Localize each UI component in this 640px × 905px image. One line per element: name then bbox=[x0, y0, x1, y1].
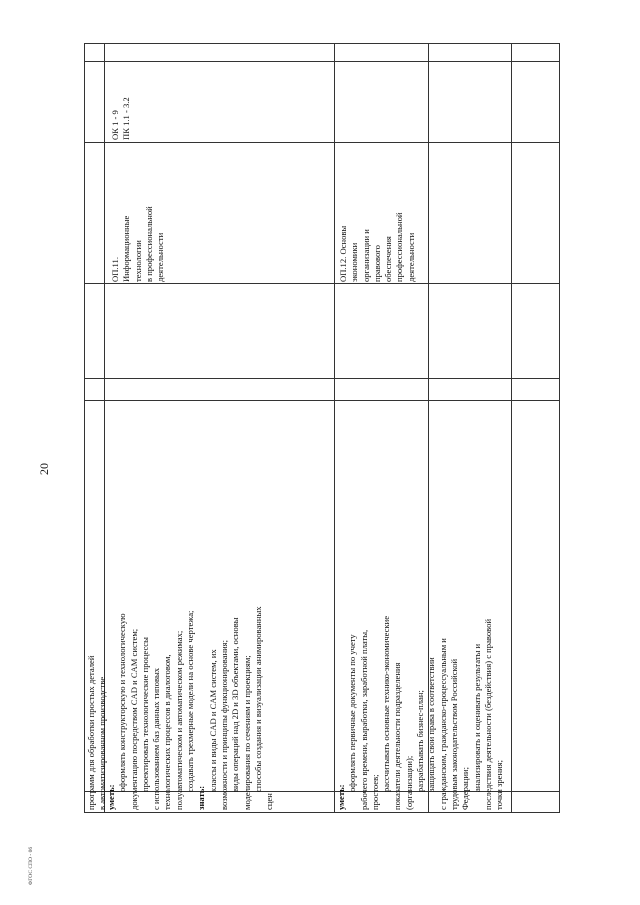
row1-competency: ОК 1 - 9 bbox=[110, 110, 120, 140]
row2-discipline-line: организации и bbox=[360, 229, 371, 282]
row1-skill: документацию посредством CAD и CAM систем; bbox=[128, 628, 139, 810]
row2-discipline-line: деятельности bbox=[405, 232, 416, 282]
row2-skill: рабочего времени, выработки, заработной платы, bbox=[358, 629, 369, 810]
row2-skill: рассчитывать основные технико-экономические bbox=[381, 615, 392, 792]
row1-discipline-line: ОП.11. bbox=[110, 257, 120, 282]
row1-skills-label: уметь: bbox=[106, 784, 116, 810]
row2-skills bbox=[336, 480, 558, 810]
row2-discipline-line: обеспечения bbox=[383, 236, 394, 282]
row2-skill: последствия деятельности (бездействия) с правовой bbox=[482, 618, 493, 810]
row2-skill: точки зрения; bbox=[494, 759, 505, 810]
row1-discipline-line: технологии bbox=[132, 240, 143, 282]
row1-competency: ПК 1.1 - 3.2 bbox=[121, 97, 132, 140]
footer-code-final: ФГОС СПО - 06 bbox=[28, 846, 34, 886]
row2-skill: показатели деятельности подразделения bbox=[392, 662, 403, 810]
row1-skill: полуавтоматическом и автоматическом режимах; bbox=[173, 630, 184, 810]
row1-knowledge: виды операций над 2D и 3D объектами, основы bbox=[230, 617, 241, 792]
row2-discipline-line: профессиональной bbox=[394, 212, 405, 282]
row2-skill: анализировать и оценивать результаты и bbox=[471, 643, 482, 792]
row1-skill: оформлять конструкторскую и технологическую bbox=[117, 613, 128, 792]
row2-skill: с гражданским, гражданско-процессуальным и bbox=[437, 638, 448, 810]
row1-skill: технологических процессов в диалоговом, bbox=[162, 654, 173, 810]
row2-discipline bbox=[338, 143, 426, 282]
row2-discipline-line: экономики bbox=[349, 242, 360, 282]
row2-skill: трудовым законодательством Российской bbox=[448, 658, 459, 810]
row1-discipline-line: в профессиональной bbox=[143, 206, 154, 282]
page-number-final: 20 bbox=[37, 463, 51, 475]
row1-knowledge: классы и виды CAD и CAM систем, их bbox=[207, 649, 218, 792]
row1-skill: с использованием баз данных типовых bbox=[151, 667, 162, 810]
row1-knowledge: способы создания и визуализации анимированных bbox=[252, 606, 263, 792]
row1-competencies bbox=[110, 62, 140, 140]
row1-skill: создавать трехмерные модели на основе чертежа; bbox=[185, 610, 196, 792]
row1-skills-knowledge bbox=[106, 480, 332, 810]
row2-skills-label: уметь: bbox=[336, 784, 346, 810]
row1-knowledge: сцен bbox=[264, 793, 275, 810]
row1-knowledge: возможности и принципы функционирования; bbox=[218, 639, 229, 810]
row1-discipline bbox=[110, 143, 190, 282]
row2-skill: оформлять первичные документы по учету bbox=[347, 634, 358, 792]
row1-discipline-line: деятельности bbox=[155, 232, 166, 282]
continuation-text-1: программ для обработки простых деталей bbox=[86, 655, 96, 810]
row1-knowledge-label: знать: bbox=[196, 785, 207, 810]
row1-skill: проектировать технологические процессы bbox=[139, 637, 150, 792]
row1-knowledge: моделирования по сечениям и проекциям; bbox=[241, 655, 252, 810]
row2-skill: Федерации; bbox=[460, 767, 471, 810]
row2-skill: простоев; bbox=[369, 774, 380, 810]
continuation-text-2: в автоматизированном производстве bbox=[97, 676, 108, 810]
row2-skill: разрабатывать бизнес-план; bbox=[415, 690, 426, 792]
row2-discipline-line: ОП.12. Основы bbox=[338, 225, 348, 282]
row2-discipline-line: правового bbox=[371, 245, 382, 282]
row1-discipline-line: Информационные bbox=[121, 215, 132, 282]
row2-skill: (организации); bbox=[403, 755, 414, 810]
row2-skill: защищать свои права в соответствии bbox=[426, 657, 437, 792]
